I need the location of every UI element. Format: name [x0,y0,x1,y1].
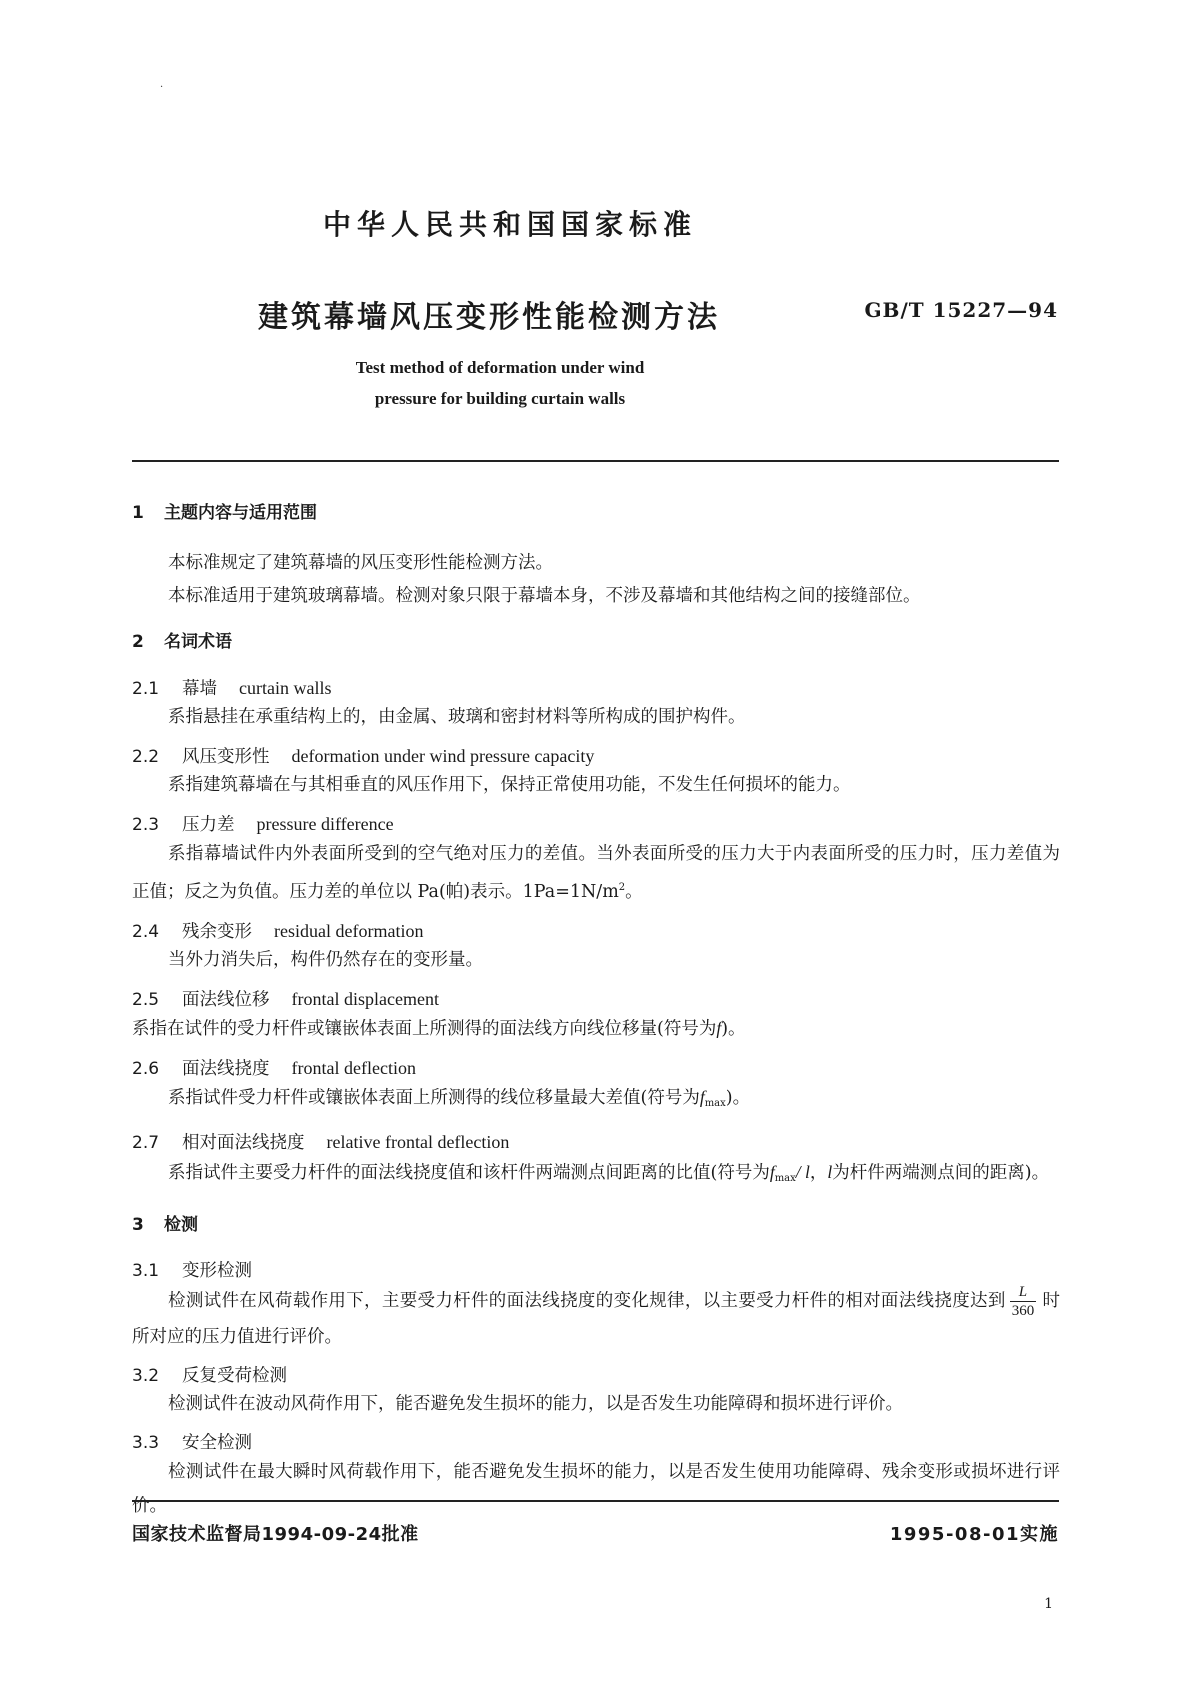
symbol-l: l [827,1162,833,1182]
term-2-2-definition: 系指建筑幕墙在与其相垂直的风压作用下，保持正常使用功能，不发生任何损坏的能力。 [168,775,851,795]
clause-3-1-text [132,1283,1060,1354]
clause-number: 3.2 [132,1366,160,1386]
section-title: 检测 [164,1215,198,1235]
term-2-1-heading [132,676,1060,701]
term-2-7-heading [132,1130,1060,1155]
header-divider [132,460,1059,462]
fraction-numerator: L [1010,1283,1037,1302]
term-number: 2.6 [132,1059,160,1079]
sec1-paragraph-2: 本标准适用于建筑玻璃幕墙。检测对象只限于幕墙本身，不涉及幕墙和其他结构之间的接缝部位。 [168,586,921,606]
clause-3-2-heading [132,1364,1060,1388]
clause-3-3-text: 检测试件在最大瞬时风荷载作用下，能否避免发生损坏的能力，以是否发生使用功能障碍、残余变形或损坏进行评价。 [132,1462,1060,1516]
definition-text: 系指幕墙试件内外表面所受到的空气绝对压力的差值。当外表面所受的压力大于内表面所受的压力时，压力差值为正值；反之为负值。压力差的单位以 Pa(帕)表示。1Pa=1N/m [132,844,1060,902]
fraction-l-over-360 [1010,1283,1037,1320]
section-1-heading [132,498,1060,523]
term-en: frontal displacement [291,989,439,1009]
term-en: residual deformation [274,921,424,941]
clause-number: 3.1 [132,1261,160,1281]
term-2-6-heading [132,1056,1060,1081]
clause-title: 反复受荷检测 [182,1366,287,1386]
clause-3-2-text: 检测试件在波动风荷作用下，能否避免发生损坏的能力，以是否发生功能障碍和损坏进行评价。 [168,1394,903,1414]
term-en: deformation under wind pressure capacity [291,746,595,766]
definition-end: )。 [721,1019,746,1039]
document-title-cn: 建筑幕墙风压变形性能检测方法 [258,300,720,335]
fraction-denominator: 360 [1011,1303,1035,1319]
term-2-5-definition [132,1012,1060,1046]
definition-text: 系指试件受力杆件或镶嵌体表面上所测得的线位移量最大差值(符号为 [168,1088,700,1108]
term-2-1-definition: 系指悬挂在承重结构上的，由金属、玻璃和密封材料等所构成的围护构件。 [168,707,746,727]
subscript-max: max [774,1173,796,1184]
term-cn: 残余变形 [182,922,252,942]
term-en: curtain walls [239,678,332,698]
term-cn: 幕墙 [182,679,217,699]
term-cn: 面法线位移 [182,990,270,1010]
term-2-4-definition: 当外力消失后，构件仍然存在的变形量。 [168,950,483,970]
term-cn: 风压变形性 [182,747,270,767]
term-2-3-heading [132,812,1060,837]
symbol-f: f [769,1162,775,1182]
clause-title: 变形检测 [182,1261,252,1281]
term-en: frontal deflection [291,1058,416,1078]
term-2-3-definition [132,837,1060,909]
standard-code: GB/T 15227—94 [864,298,1058,322]
clause-text: 检测试件在风荷载作用下，主要受力杆件的面法线挠度的变化规律，以主要受力杆件的相对面法线挠度达到 [168,1291,1006,1311]
document-title-en [0,352,1000,414]
term-en: pressure difference [256,814,394,834]
term-number: 2.4 [132,922,160,942]
term-number: 2.1 [132,679,160,699]
page-number: 1 [1044,1596,1053,1612]
section-title: 名词术语 [164,632,232,652]
section-title: 主题内容与适用范围 [164,503,317,523]
clause-3-3-heading [132,1431,1060,1455]
definition-text: 系指试件主要受力杆件的面法线挠度值和该杆件两端测点间距离的比值(符号为 [168,1163,770,1183]
approval-date: 国家技术监督局1994-09-24批准 [132,1524,419,1545]
clause-3-1-heading [132,1259,1060,1283]
scan-dot: · [160,82,164,93]
term-2-4-heading [132,919,1060,944]
title-en-line2: pressure for building curtain walls [374,389,626,408]
term-cn: 压力差 [182,815,235,835]
term-number: 2.2 [132,747,160,767]
term-number: 2.7 [132,1133,160,1153]
footer-divider [132,1500,1059,1502]
definition-end: 。 [625,882,643,902]
definition-end: )。 [725,1088,751,1108]
term-cn: 相对面法线挠度 [182,1133,305,1153]
term-2-7-definition [132,1155,1060,1196]
clause-number: 3.3 [132,1433,160,1453]
definition-end: 为杆件两端测点间的距离)。 [832,1163,1050,1183]
term-en: relative frontal deflection [326,1132,510,1152]
sec1-paragraph-1: 本标准规定了建筑幕墙的风压变形性能检测方法。 [168,553,553,573]
clause-text-end: 时所对应的压力值进行评价。 [132,1291,1061,1347]
section-3-heading [132,1210,1060,1235]
implementation-date: 1995-08-01实施 [889,1524,1059,1545]
section-number: 2 [132,632,144,652]
term-2-5-heading [132,987,1060,1012]
definition-text: 系指在试件的受力杆件或镶嵌体表面上所测得的面法线方向线位移量(符号为 [132,1019,717,1039]
term-number: 2.5 [132,990,160,1010]
symbol-f: f [699,1087,705,1107]
title-en-line1: Test method of deformation under wind [355,358,645,377]
section-2-heading [132,627,1060,652]
document-body [132,498,1060,1523]
symbol-over-l: / l [795,1162,810,1182]
clause-title: 安全检测 [182,1433,252,1453]
term-2-2-heading [132,744,1060,769]
section-number: 3 [132,1215,144,1235]
superscript: 2 [618,882,626,893]
definition-comma: ， [809,1163,828,1183]
term-cn: 面法线挠度 [182,1059,270,1079]
symbol-f: f [716,1018,722,1038]
term-number: 2.3 [132,815,160,835]
subscript-max: max [704,1098,726,1109]
section-number: 1 [132,503,144,523]
national-standard-heading: 中华人民共和国国家标准 [322,208,697,241]
term-2-6-definition [132,1081,1060,1120]
